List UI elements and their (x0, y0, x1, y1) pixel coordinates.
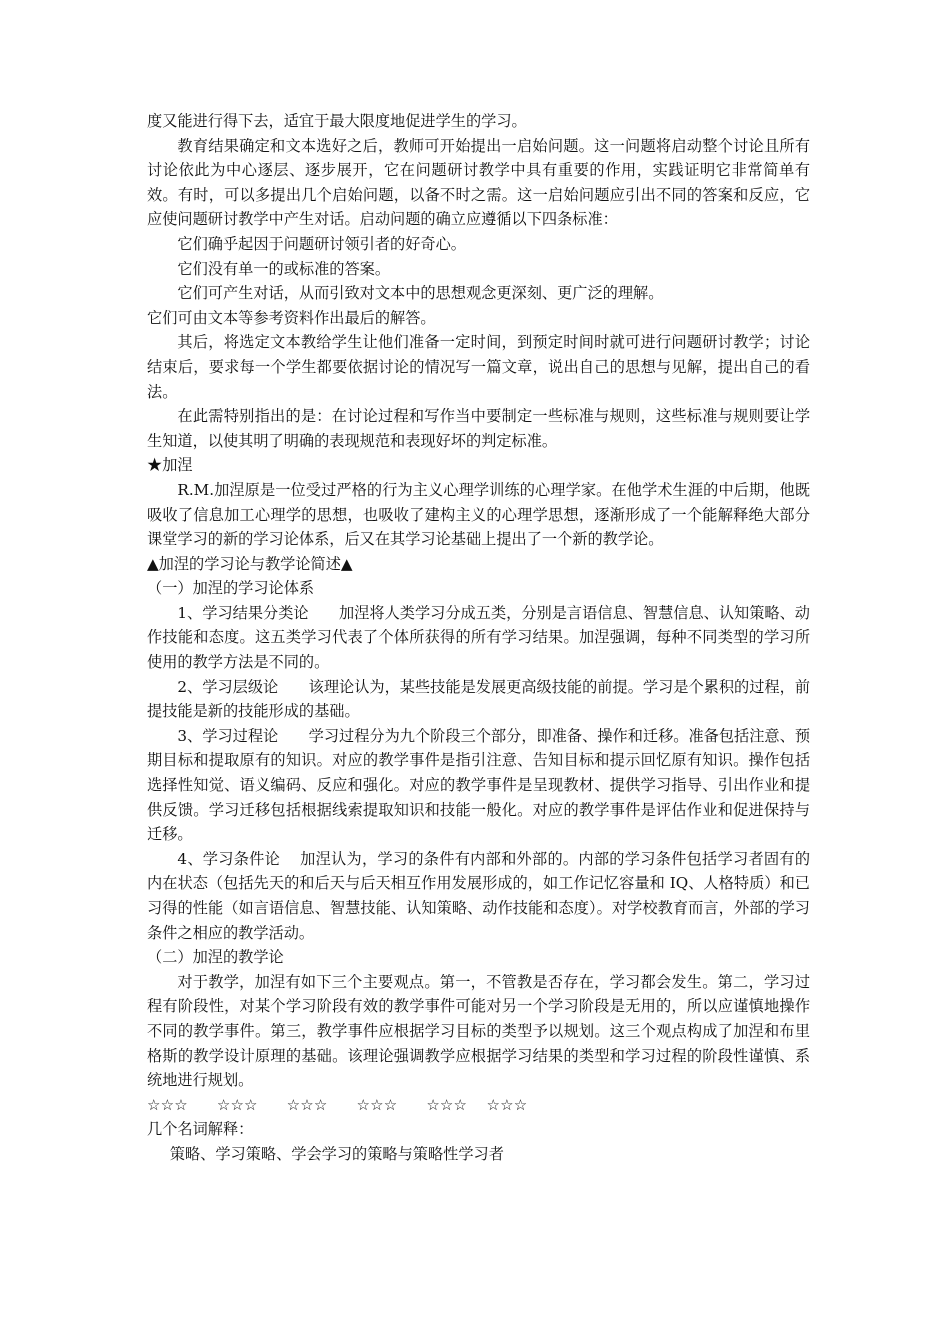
paragraph-standards: 在此需特别指出的是：在讨论过程和写作当中要制定一些标准与规则，这些标准与规则要让学生知道，以使其明了明确的表现规范和表现好坏的判定标准。 (147, 407, 810, 450)
item-2-title: 2、学习层级论 (177, 677, 279, 696)
star-group: ☆☆☆ (286, 1095, 328, 1114)
paragraph-continuation: 度又能进行得下去，适宜于最大限度地促进学生的学习。 (147, 112, 527, 130)
star-divider (147, 1093, 810, 1118)
item-1-body: 加涅将人类学习分成五类，分别是言语信息、智慧信息、认知策略、动作技能和态度。这五类学习代表了个体所获得的所有学习结果。加涅强调，每种不同类型的学习所使用的教学方法是不同的。 (147, 603, 810, 672)
item-3-body: 学习过程分为九个阶段三个部分，即准备、操作和迁移。准备包括注意、预期目标和提取原有的知识。对应的教学事件是指引注意、告知目标和提示回忆原有知识。操作包括选择性知觉、语义编码、反应和强化。对应的教学事件是呈现教材、提供学习指导、引出作业和提供反馈。学习迁移包括根据线索提取知识和技能一般化。对应的教学事件是评估作业和促进保持与迁移。 (147, 726, 811, 844)
criterion-1: 它们确乎起因于问题研讨领引者的好奇心。 (177, 234, 466, 253)
heading-gagne: ★加涅 (147, 456, 193, 475)
item-3 (147, 724, 810, 847)
criterion-2: 它们没有单一的或标准的答案。 (177, 259, 391, 278)
item-4-title: 4、学习条件论 (177, 849, 281, 868)
paragraph-initial-question: 教育结果确定和文本选好之后，教师可开始提出一启始问题。这一问题将启动整个讨论且所有讨论依此为中心逐层、逐步展开，它在问题研讨教学中具有重要的作用，实践证明它非常简单有效。有时，可以多提出几个启始问题，以备不时之需。这一启始问题应引出不同的答案和反应，它应使问题研讨教学中产生对话。启动问题的确立应遵循以下四条标准： (147, 136, 810, 229)
star-group: ☆☆☆ (426, 1095, 468, 1114)
item-4 (147, 847, 810, 945)
criterion-4: 它们可由文本等参考资料作出最后的解答。 (147, 308, 436, 327)
heading-summary: ▲加涅的学习论与教学论简述▲ (147, 554, 353, 573)
star-group: ☆☆☆ (486, 1095, 528, 1114)
item-3-title: 3、学习过程论 (177, 726, 279, 745)
star-group: ☆☆☆ (356, 1095, 398, 1114)
star-group: ☆☆☆ (216, 1095, 258, 1114)
paragraph-teaching-theory: 对于教学，加涅有如下三个主要观点。第一，不管教是否存在，学习都会发生。第二，学习过程有阶段性，对某个学习阶段有效的教学事件可能对另一个学习阶段是无用的，所以应谨慎地操作不同的教学事件。第三，教学事件应根据学习目标的类型予以规划。这三个观点构成了加涅和布里格斯的教学设计原理的基础。该理论强调教学应根据学习结果的类型和学习过程的阶段性谨慎、系统地进行规划。 (147, 972, 810, 1090)
paragraph-terms-list: 策略、学习策略、学会学习的策略与策略性学习者 (169, 1144, 504, 1163)
item-1-title: 1、学习结果分类论 (177, 603, 309, 622)
paragraph-gagne-intro: R.M.加涅原是一位受过严格的行为主义心理学训练的心理学家。在他学术生涯的中后期，他既吸收了信息加工心理学的思想，也吸收了建构主义的心理学思想，逐渐形成了一个能解释绝大部分课堂学习的新的学习论体系，后又在其学习论基础上提出了一个新的教学论。 (147, 480, 810, 549)
heading-section-2: （二）加涅的教学论 (147, 948, 284, 967)
item-2-body: 该理论认为，某些技能是发展更高级技能的前提。学习是个累积的过程，前提技能是新的技能形成的基础。 (147, 677, 811, 721)
heading-terms: 几个名词解释： (147, 1120, 254, 1139)
item-2 (147, 675, 810, 724)
criterion-3: 它们可产生对话，从而引致对文本中的思想观念更深刻、更广泛的理解。 (177, 284, 664, 303)
paragraph-procedure: 其后，将选定文本教给学生让他们准备一定时间，到预定时间时就可进行问题研讨教学；讨论结束后，要求每一个学生都要依据讨论的情况写一篇文章，说出自己的思想与见解，提出自己的看法。 (147, 333, 810, 401)
star-group: ☆☆☆ (147, 1095, 188, 1114)
item-1 (147, 601, 810, 675)
item-4-body: 加涅认为，学习的条件有内部和外部的。内部的学习条件包括学习者固有的内在状态（包括先天的和后天与后天相互作用发展形成的，如工作记忆容量和 IQ、人格特质）和已习得的性能（如言语信息、智慧技能、认知策略、动作技能和态度）。对学校教育而言，外部的学习条件之相应的教学活动。 (147, 849, 811, 942)
heading-section-1: （一）加涅的学习论体系 (147, 579, 315, 598)
document-page (147, 109, 810, 1167)
